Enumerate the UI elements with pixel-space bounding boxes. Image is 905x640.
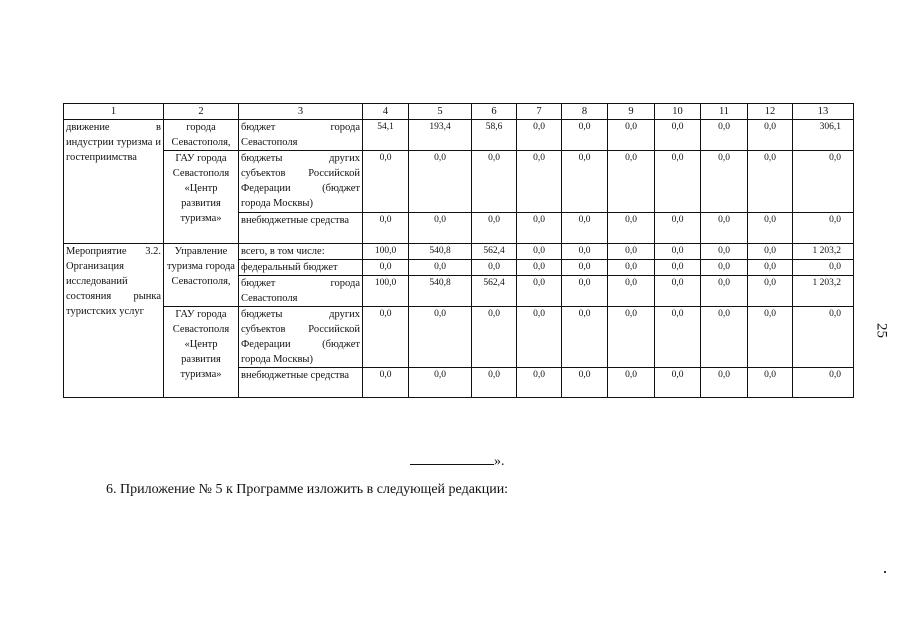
value-cell: 0,0	[655, 120, 701, 151]
value-cell: 0,0	[409, 213, 472, 244]
header-cell: 5	[409, 104, 472, 120]
closing-mark	[410, 452, 505, 470]
value-cell: 0,0	[608, 276, 655, 307]
table-row	[64, 104, 854, 120]
value-cell: 0,0	[562, 213, 608, 244]
value-cell: 540,8	[409, 276, 472, 307]
value-cell: 0,0	[472, 213, 517, 244]
value-cell: 0,0	[748, 368, 793, 398]
value-cell: 540,8	[409, 244, 472, 260]
value-cell: 0,0	[701, 260, 748, 276]
header-cell: 1	[64, 104, 164, 120]
value-cell: 0,0	[655, 244, 701, 260]
value-cell: 0,0	[472, 260, 517, 276]
table-row	[64, 244, 854, 260]
value-cell: 0,0	[363, 213, 409, 244]
value-cell: 0,0	[472, 151, 517, 213]
value-cell: 0,0	[701, 368, 748, 398]
table-row	[64, 120, 854, 151]
funding-source-cell: бюджеты других субъектов Российской Федерации (бюджет города Москвы)	[239, 307, 363, 368]
budget-table	[63, 103, 854, 398]
value-cell: 0,0	[472, 307, 517, 368]
value-cell: 0,0	[363, 260, 409, 276]
value-cell: 0,0	[608, 151, 655, 213]
value-cell: 562,4	[472, 276, 517, 307]
value-cell: 0,0	[363, 307, 409, 368]
header-cell: 7	[517, 104, 562, 120]
funding-source-cell: федеральный бюджет	[239, 260, 363, 276]
value-cell: 0,0	[748, 307, 793, 368]
value-cell: 0,0	[409, 260, 472, 276]
value-cell: 100,0	[363, 244, 409, 260]
value-cell: 0,0	[562, 276, 608, 307]
value-cell: 0,0	[748, 260, 793, 276]
funding-source-cell: внебюджетные средства	[239, 368, 363, 398]
header-cell: 8	[562, 104, 608, 120]
value-cell: 0,0	[701, 120, 748, 151]
event-name-cell: движение в индустрии туризма и гостеприимства	[64, 120, 164, 244]
value-cell: 0,0	[655, 276, 701, 307]
value-cell: 193,4	[409, 120, 472, 151]
value-cell: 1 203,2	[793, 276, 854, 307]
funding-source-cell: бюджет города Севастополя	[239, 120, 363, 151]
value-cell: 0,0	[409, 151, 472, 213]
header-cell: 11	[701, 104, 748, 120]
header-cell: 4	[363, 104, 409, 120]
value-cell: 562,4	[472, 244, 517, 260]
value-cell: 0,0	[517, 213, 562, 244]
funding-source-cell: бюджет города Севастополя	[239, 276, 363, 307]
value-cell: 0,0	[608, 244, 655, 260]
value-cell: 0,0	[748, 151, 793, 213]
table-row	[64, 307, 854, 368]
value-cell: 0,0	[701, 151, 748, 213]
value-cell: 0,0	[748, 213, 793, 244]
executor-cell: Управление туризма города Севастополя,	[164, 244, 239, 307]
signature-line	[410, 452, 494, 465]
value-cell: 0,0	[701, 244, 748, 260]
value-cell: 0,0	[748, 276, 793, 307]
value-cell: 0,0	[562, 151, 608, 213]
value-cell: 0,0	[793, 213, 854, 244]
funding-source-cell: бюджеты других субъектов Российской Федерации (бюджет города Москвы)	[239, 151, 363, 213]
value-cell: 0,0	[517, 368, 562, 398]
value-cell: 0,0	[409, 307, 472, 368]
value-cell: 0,0	[562, 307, 608, 368]
value-cell: 0,0	[793, 260, 854, 276]
value-cell: 0,0	[562, 260, 608, 276]
value-cell: 0,0	[562, 368, 608, 398]
value-cell: 1 203,2	[793, 244, 854, 260]
value-cell: 0,0	[655, 368, 701, 398]
value-cell: 0,0	[608, 213, 655, 244]
value-cell: 0,0	[608, 307, 655, 368]
value-cell: 0,0	[701, 307, 748, 368]
value-cell: 0,0	[517, 151, 562, 213]
value-cell: 0,0	[517, 260, 562, 276]
value-cell: 0,0	[608, 120, 655, 151]
executor-cell: города Севастополя,	[164, 120, 239, 151]
value-cell: 54,1	[363, 120, 409, 151]
executor-cell: ГАУ города Севастополя «Центр развития туризма»	[164, 151, 239, 244]
value-cell: 0,0	[517, 120, 562, 151]
page-number: 25	[873, 323, 890, 338]
paragraph-6: 6. Приложение № 5 к Программе изложить в следующей редакции:	[106, 482, 509, 497]
value-cell: 0,0	[517, 244, 562, 260]
value-cell: 0,0	[608, 368, 655, 398]
value-cell: 0,0	[793, 151, 854, 213]
value-cell: 0,0	[608, 260, 655, 276]
header-cell: 9	[608, 104, 655, 120]
funding-source-cell: всего, в том числе:	[239, 244, 363, 260]
header-cell: 6	[472, 104, 517, 120]
value-cell: 0,0	[363, 368, 409, 398]
value-cell: 0,0	[562, 120, 608, 151]
header-cell: 3	[239, 104, 363, 120]
header-cell: 12	[748, 104, 793, 120]
value-cell: 0,0	[655, 260, 701, 276]
scan-speck	[884, 571, 886, 573]
value-cell: 306,1	[793, 120, 854, 151]
value-cell: 0,0	[748, 244, 793, 260]
value-cell: 0,0	[363, 151, 409, 213]
value-cell: 0,0	[517, 276, 562, 307]
value-cell: 0,0	[793, 307, 854, 368]
value-cell: 0,0	[562, 244, 608, 260]
table-row	[64, 151, 854, 213]
value-cell: 0,0	[748, 120, 793, 151]
value-cell: 0,0	[655, 307, 701, 368]
value-cell: 0,0	[472, 368, 517, 398]
header-cell: 13	[793, 104, 854, 120]
value-cell: 0,0	[517, 307, 562, 368]
header-cell: 2	[164, 104, 239, 120]
funding-source-cell: внебюджетные средства	[239, 213, 363, 244]
closing-quote: ».	[494, 454, 505, 469]
value-cell: 0,0	[701, 213, 748, 244]
value-cell: 100,0	[363, 276, 409, 307]
value-cell: 0,0	[793, 368, 854, 398]
event-name-cell: Мероприятие 3.2. Организация исследований состояния рынка туристских услуг	[64, 244, 164, 398]
value-cell: 0,0	[655, 151, 701, 213]
value-cell: 58,6	[472, 120, 517, 151]
header-cell: 10	[655, 104, 701, 120]
value-cell: 0,0	[701, 276, 748, 307]
value-cell: 0,0	[655, 213, 701, 244]
executor-cell: ГАУ города Севастополя «Центр развития туризма»	[164, 307, 239, 398]
value-cell: 0,0	[409, 368, 472, 398]
